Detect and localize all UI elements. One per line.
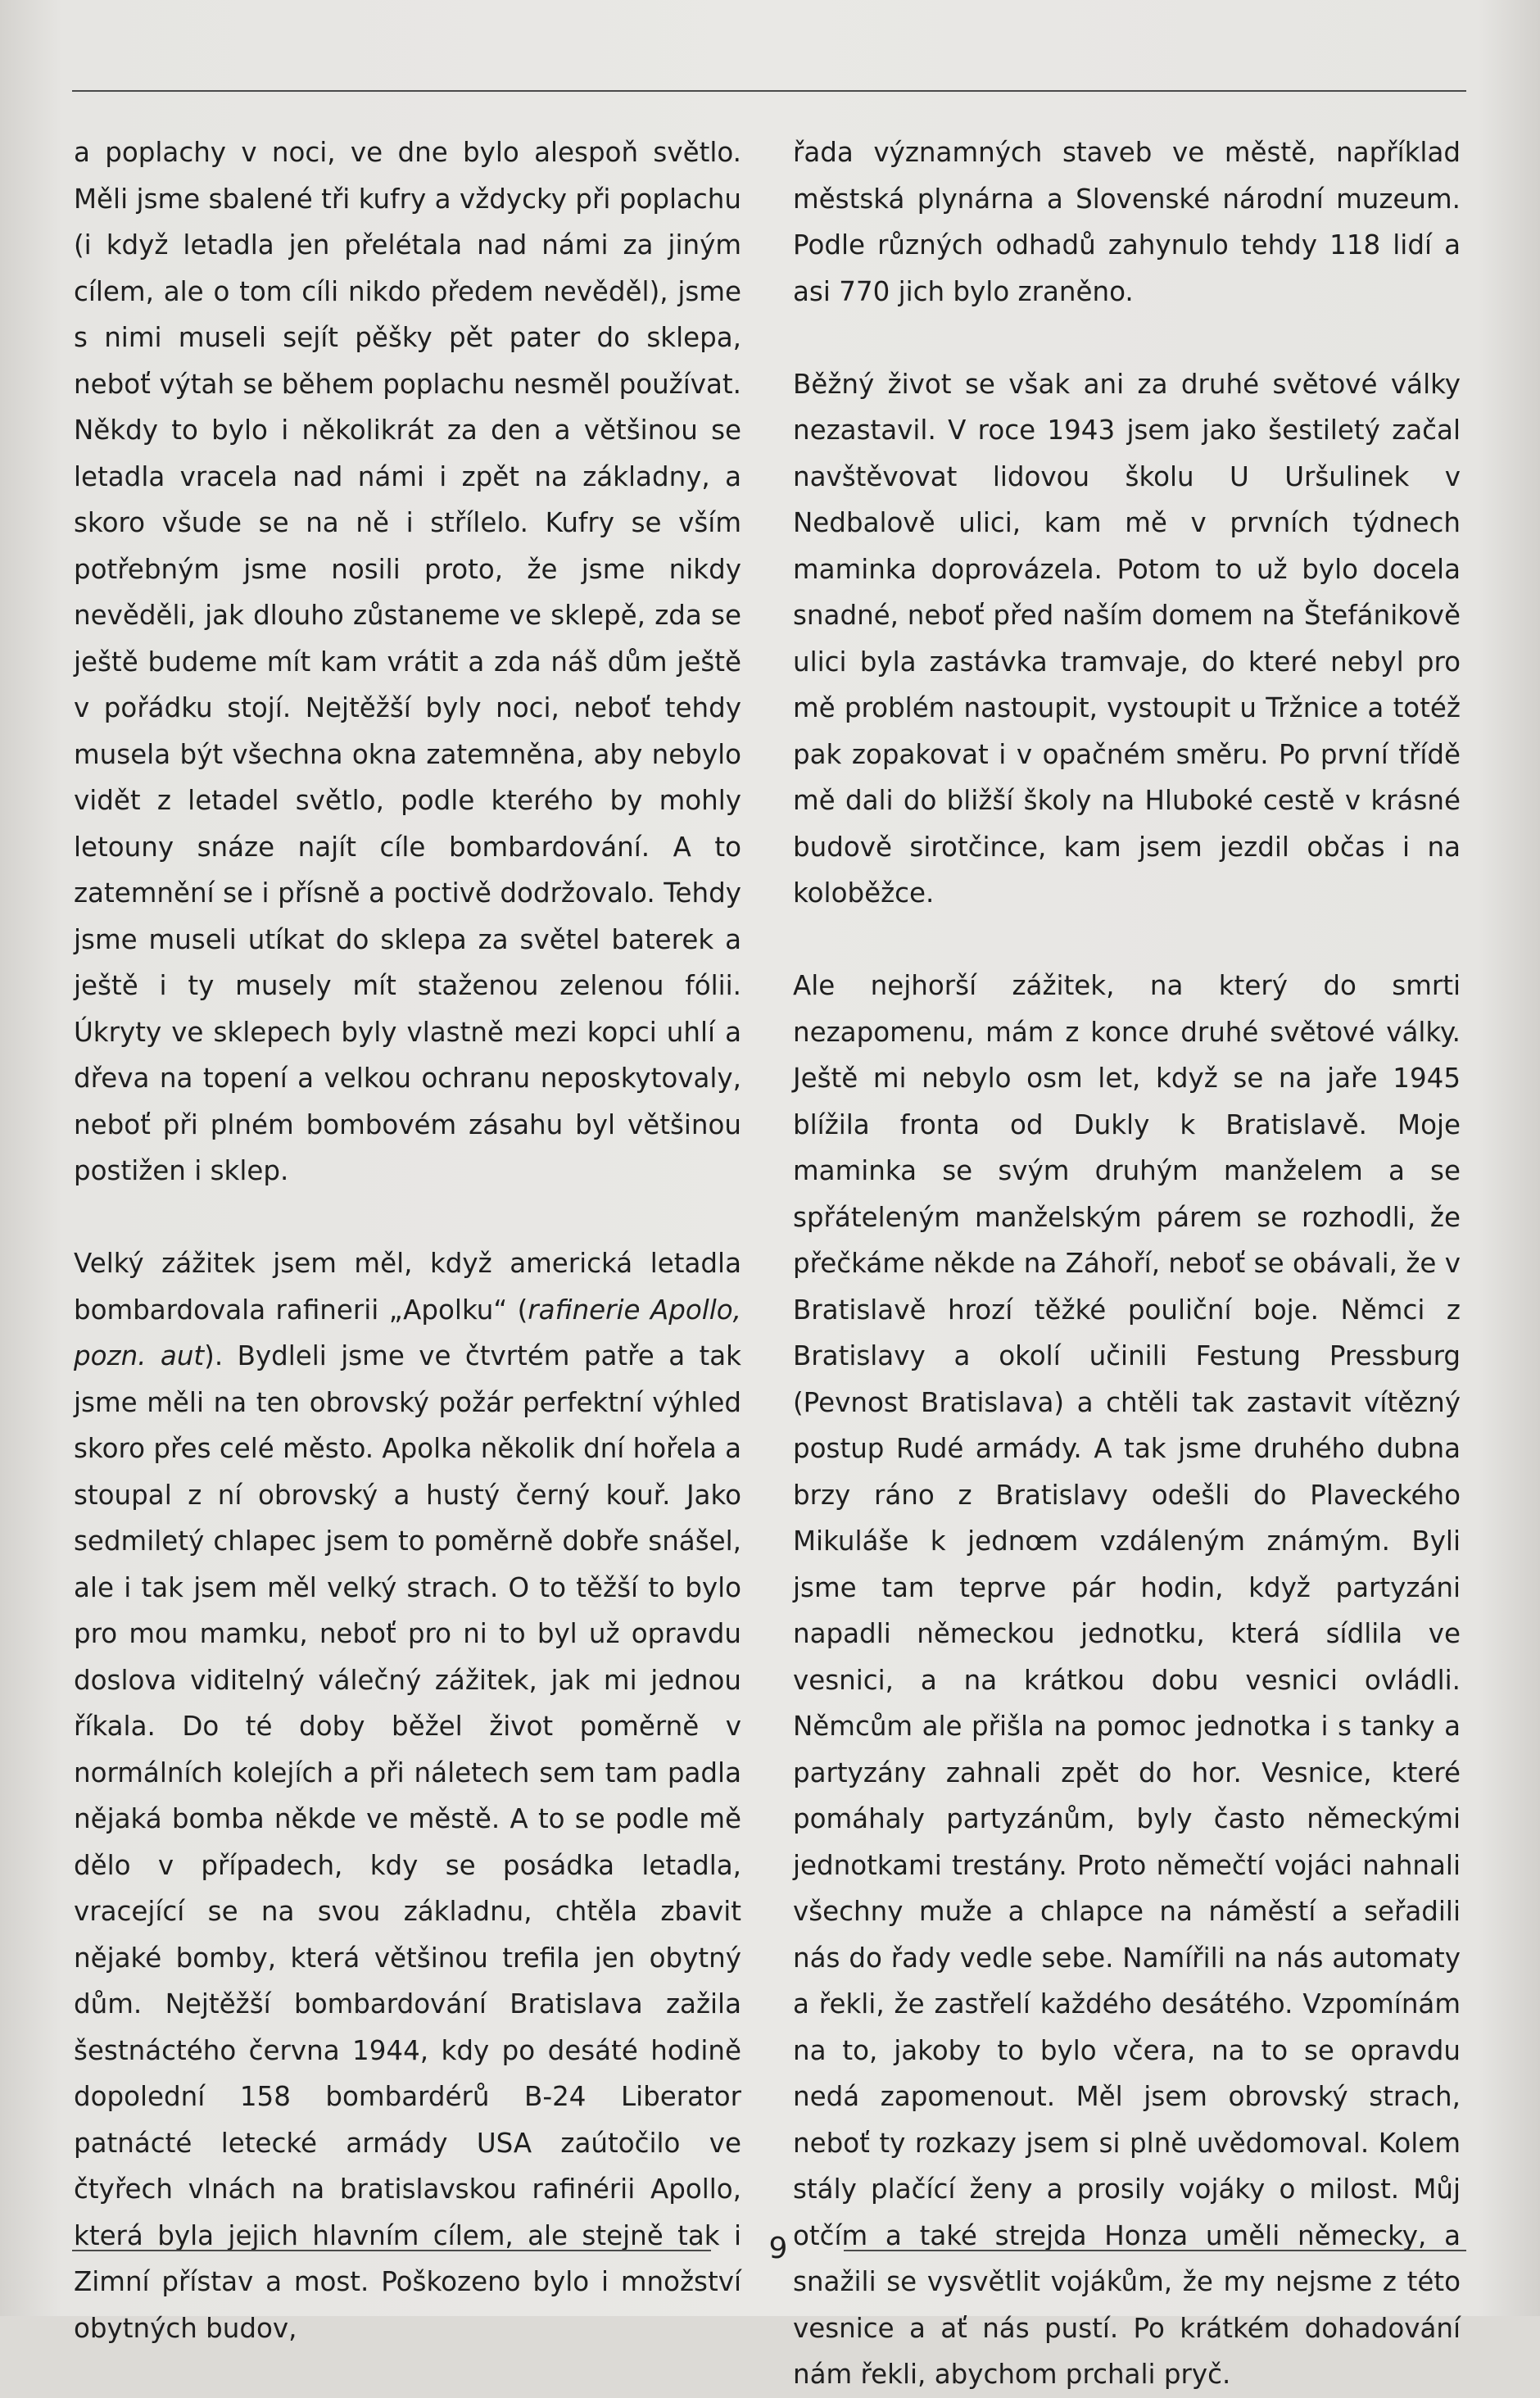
paragraph-air-raids: a poplachy v noci, ve dne bylo alespoň světlo. Měli jsme sbalené tři kufry a vždycky při poplachu (i když letadla jen přelétala nad námi za jiným cílem, ale o tom cíli nikdo předem nevěděl), jsme s nimi museli sejít pěšky pět pater do sklepa, neboť výtah se během poplachu nesměl používat. Někdy to bylo i několikrát za den a většinou se letadla vracela nad námi i zpět na základny, a skoro všude se na ně i střílelo. Kufry se vším potřebným jsme nosili proto, že jsme nikdy nevěděli, jak dlouho zůstaneme ve sklepě, zda se ještě budeme mít kam vrátit a zda náš dům ještě v pořádku stojí. Nejtěžší byly noci, neboť tehdy musela být všechna okna zatemněna, aby nebylo vidět z letadel světlo, podle kterého by mohly letouny snáze najít cíle bombardování. A to zatemnění se i přísně a poctivě dodržovalo. Tehdy jsme museli utíkat do sklepa za světel baterek a ještě i ty musely mít staženou zelenou fólii. Úkryty ve sklepech byly vlastně mezi kopci uhlí a dřeva na topení a velkou ochranu neposkytovaly, neboť při plném bombovém zásahu byl většinou postižen i sklep. [74,137,741,1186]
top-rule [72,90,1466,92]
right-column [793,129,1461,2398]
page-number: 9 [768,2232,788,2265]
paragraph-end-of-war: Ale nejhorší zážitek, na který do smrti nezapomenu, mám z konce druhé světové války. Ještě mi nebylo osm let, když se na jaře 1945 blížila fronta od Dukly k Bratislavě. Moje maminka se svým druhým manželem a se spřáteleným manželským párem se rozhodli, že přečkáme někde na Záhoří, neboť se obávali, že v Bratislavě hrozí těžké pouliční boje. Němci z Bratislavy a okolí učinili Festung Pressburg (Pevnost Bratislava) a chtěli tak zastavit vítězný postup Rudé armády. A tak jsme druhého dubna brzy ráno z Bratislavy odešli do Plaveckého Mikuláše k jednœm vzdáleným známým. Byli jsme tam teprve pár hodin, když partyzáni napadli německou jednotku, která sídlila ve vesnici, a na krátkou dobu vesnici ovládli. Němcům ale přišla na pomoc jednotka i s tanky a partyzány zahnali zpět do hor. Vesnice, které pomáhaly partyzánům, byly často německými jednotkami trestány. Proto němečtí vojáci nahnali všechny muže a chlapce na náměstí a seřadili nás do řady vedle sebe. Namířili na nás automaty a řekli, že zastřelí každého desátého. Vzpomínám na to, jakoby to bylo včera, na to se opravdu nedá zapomenout. Měl jsem obrovský strach, neboť ty rozkazy jsem si plně uvědomoval. Kolem stály plačící ženy a prosily vojáky o milost. Můj otčím a také strejda Honza uměli německy, a snažili se vysvětlit vojákům, že my nejsme z této vesnice a ať nás pustí. Po krátkém dohadování nám řekli, abychom prchali pryč. [793,970,1461,2390]
author-note: rafinerie Apollo, pozn. aut [74,1294,741,1371]
paragraph-apollo-bombing [74,1240,741,2351]
bottom-rule-right [844,2250,1466,2251]
paragraph-casualties: řada významných staveb ve městě, například městská plynárna a Slovenské národní muzeum. Podle různých odhadů zahynulo tehdy 118 lidí a asi 770 jich bylo zraněno. [793,137,1461,307]
bottom-rule-left [72,2250,711,2251]
paragraph-text: ). Bydleli jsme ve čtvrtém patře a tak jsme měli na ten obrovský požár perfektní výhled skoro přes celé město. Apolka několik dní hořela a stoupal z ní obrovský a hustý černý kouř. Jako sedmiletý chlapec jsem to poměrně dobře snášel, ale i tak jsem měl velký strach. O to těžší to bylo pro mou mamku, neboť pro ni to byl už opravdu doslova viditelný válečný zážitek, jak mi jednou říkala. Do té doby běžel život poměrně v normálních kolejích a při náletech sem tam padla nějaká bomba někde ve městě. A to se podle mě dělo v případech, kdy se posádka letadla, vracející se na svou základnu, chtěla zbavit nějaké bomby, která většinou trefila jen obytný dům. Nejtěžší bombardování Bratislava zažila šestnáctého června 1944, kdy po desáté hodině dopolední 158 bombardérů B-24 Liberator patnácté letecké armády USA zaútočilo ve čtyřech vlnách na bratislavskou rafinérii Apollo, která byla jejich hlavním cílem, ale stejně tak i Zimní přístav a most. Poškozeno bylo i množství obytných budov, [74,1340,741,2344]
left-column [74,129,741,2351]
paragraph-school: Běžný život se však ani za druhé světové války nezastavil. V roce 1943 jsem jako šestiletý začal navštěvovat lidovou školu U Uršulinek v Nedbalově ulici, kam mě v prvních týdnech maminka doprovázela. Potom to už bylo docela snadné, neboť před naším domem na Štefánikově ulici byla zastávka tramvaje, do které nebyl pro mě problém nastoupit, vystoupit u Tržnice a totéž pak zopakovat i v opačném směru. Po první třídě mě dali do bližší školy na Hluboké cestě v krásné budově sirotčince, kam jsem jezdil občas i na koloběžce. [793,368,1461,909]
paragraph-text: Velký zážitek jsem měl, když americká letadla bombardovala rafinerii „Apolku“ ( [74,1248,741,1326]
